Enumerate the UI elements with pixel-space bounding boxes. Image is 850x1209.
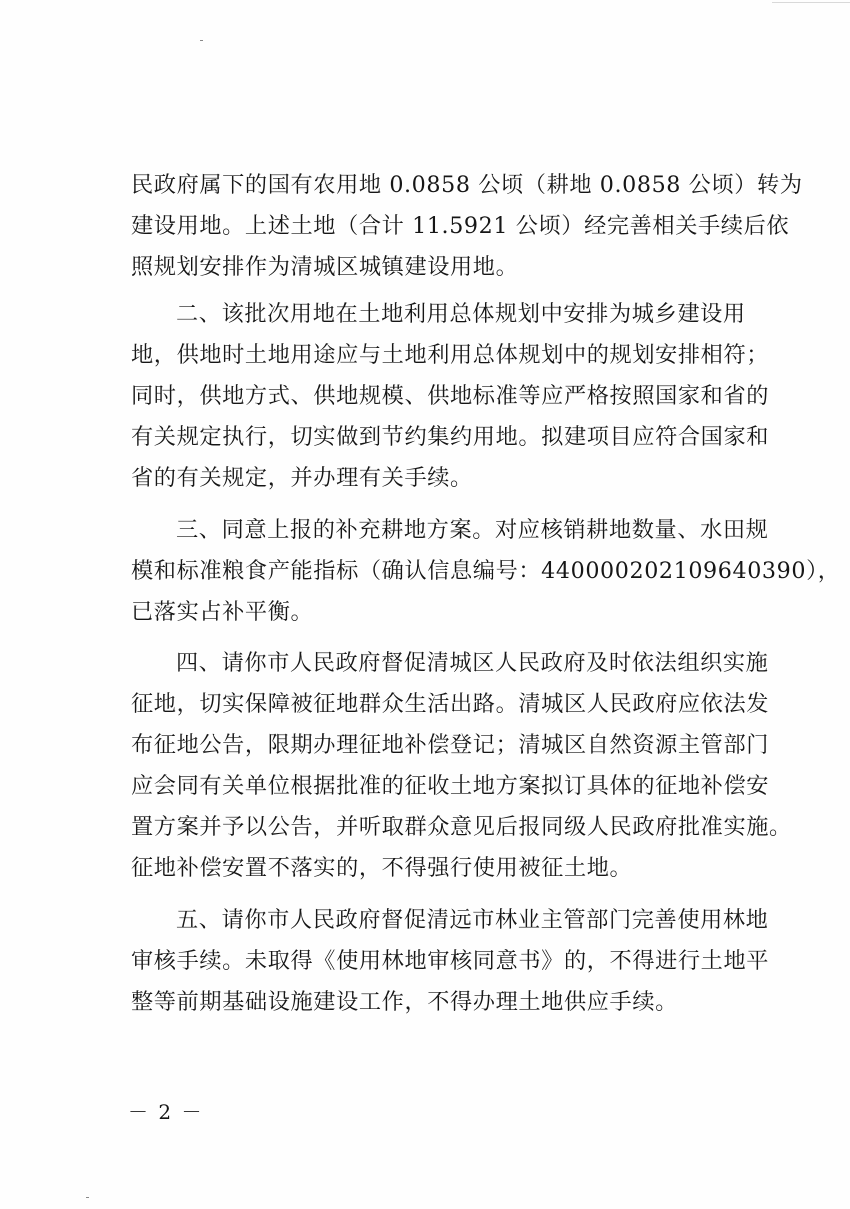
- body-line: 置方案并予以公告，并听取群众意见后报同级人民政府批准实施。: [131, 814, 792, 840]
- page-number: － 2 －: [128, 1100, 204, 1124]
- body-line: 地，供地时土地用途应与土地利用总体规划中的规划安排相符；: [131, 342, 770, 368]
- body-line: 省的有关规定，并办理有关手续。: [131, 465, 473, 491]
- paragraph-heading-line: 五、请你市人民政府督促清远市林业主管部门完善使用林地: [176, 907, 769, 933]
- body-line: 布征地公告，限期办理征地补偿登记；清城区自然资源主管部门: [131, 732, 770, 758]
- paragraph-heading-line: 三、同意上报的补充耕地方案。对应核销耕地数量、水田规: [176, 517, 769, 543]
- paragraph-heading-line: 四、请你市人民政府督促清城区人民政府及时依法组织实施: [176, 650, 769, 676]
- body-line: 模和标准粮食产能指标（确认信息编号：440000202109640390），: [131, 558, 841, 584]
- body-line: 应会同有关单位根据批准的征收土地方案拟订具体的征地补偿安: [131, 773, 770, 799]
- body-line: 征地补偿安置不落实的，不得强行使用被征土地。: [131, 855, 633, 881]
- paragraph-heading-line: 二、该批次用地在土地利用总体规划中安排为城乡建设用: [176, 301, 746, 327]
- body-line: 已落实占补平衡。: [131, 599, 314, 625]
- body-line: 同时，供地方式、供地规模、供地标准等应严格按照国家和省的: [131, 383, 770, 409]
- scan-speck: [200, 40, 203, 41]
- scan-edge-mark: [772, 2, 850, 3]
- body-line: 整等前期基础设施建设工作，不得办理土地供应手续。: [131, 989, 678, 1015]
- body-line: 有关规定执行，切实做到节约集约用地。拟建项目应符合国家和: [131, 424, 770, 450]
- body-line: 建设用地。上述土地（合计 11.5921 公顷）经完善相关手续后依: [131, 213, 790, 239]
- body-line: 照规划安排作为清城区城镇建设用地。: [131, 254, 519, 280]
- scan-speck: [86, 1197, 89, 1198]
- body-line: 审核手续。未取得《使用林地审核同意书》的，不得进行土地平: [131, 948, 770, 974]
- body-line: 民政府属下的国有农用地 0.0858 公顷（耕地 0.0858 公顷）转为: [131, 172, 803, 198]
- body-line: 征地，切实保障被征地群众生活出路。清城区人民政府应依法发: [131, 691, 770, 717]
